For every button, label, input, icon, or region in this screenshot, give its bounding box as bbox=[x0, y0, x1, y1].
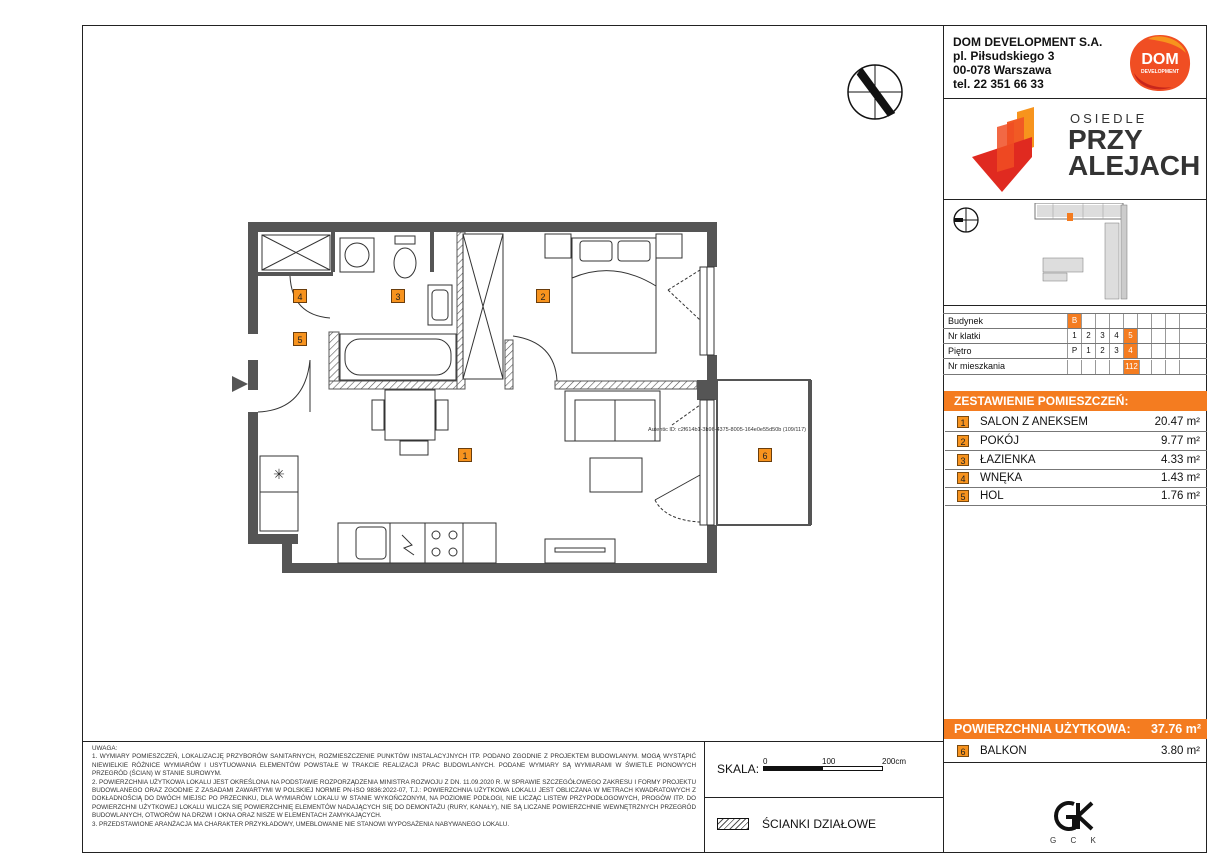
table-cell: 3 bbox=[1095, 329, 1109, 343]
room-number: 4 bbox=[957, 472, 969, 484]
scale-tick-0: 0 bbox=[763, 757, 768, 766]
room-row bbox=[955, 487, 1205, 505]
note-3: 3. PRZEDSTAWIONE ARANŻACJA MA CHARAKTER PRZYKŁADOWY, UMEBLOWANIE NIE STANOWI WYPOSAŻENIA NABYWANEGO LOKALU. bbox=[92, 820, 510, 828]
room-number: 2 bbox=[957, 435, 969, 447]
room-name: POKÓJ bbox=[980, 435, 1019, 447]
note-2: 2. POWIERZCHNIA UŻYTKOWA LOKALU JEST OKREŚLONA NA PODSTAWIE ROZPORZĄDZENIA MINISTRA ROZWOJU Z DN. 11.09.2020 R. W SPRAWIE SZCZEGÓŁOWEGO ZAKRESU I FORMY PROJEKTU BUDOWLANEGO ORAZ ZGODNIE Z ZASADAMI ZAWARTYMI W POLSKIEJ NORMIE PN-ISO 9836:2022-07, T.J.: POWIERZCHNIA UŻYTKOWA LOKALU JEST OBLICZANA W METRACH KWADRATOWYCH Z DOKŁADNOŚCIĄ DO DWÓCH MIEJSC PO PRZECINKU, DLA WYMIARÓW LOKALU W STANIE WYKOŃCZONYM, NA POZIOMIE PODŁOGI, NIE LICZĄC LISTEW PRZYPODŁOGOWYCH, PROGÓW ITP. DO POWIERZCHNI UŻYTKOWEJ LOKALU WLICZA SIĘ POWIERZCHNIĘ ELEMENTÓW NADAJĄCYCH SIĘ DO DEMONTAŻU (RURY, KANAŁY), NIE SĄ LICZANE POWIERZCHNIE WEWNĘTRZNYCH PRZEGRÓD BUDOWLANYCH, OTWORÓW NA DRZWI I OKNA ORAZ NISZE W ELEMENTACH ZAMYKAJĄCYCH. bbox=[92, 778, 696, 820]
room-row bbox=[955, 413, 1205, 431]
project-name-line3: ALEJACH bbox=[1068, 150, 1201, 181]
room-area: 4.33 m² bbox=[1161, 454, 1200, 466]
floor-plan bbox=[230, 215, 820, 580]
room-name: WNĘKA bbox=[980, 472, 1023, 484]
table-cell: 112 bbox=[1123, 360, 1139, 374]
hatch-swatch bbox=[717, 818, 749, 830]
rooms-heading: ZESTAWIENIE POMIESZCZEŃ: bbox=[944, 391, 1207, 411]
room-area: 1.76 m² bbox=[1161, 490, 1200, 502]
compass-icon bbox=[845, 62, 905, 127]
scale-bar bbox=[763, 766, 883, 771]
divider bbox=[943, 199, 1207, 200]
site-compass-icon bbox=[951, 205, 981, 240]
dom-logo-subtext: DEVELOPMENT bbox=[1140, 69, 1180, 75]
divider bbox=[943, 762, 1207, 763]
room-area: 1.43 m² bbox=[1161, 472, 1200, 484]
total-area-value: 37.76 m² bbox=[1150, 722, 1201, 736]
room-number: 6 bbox=[957, 745, 969, 757]
total-area-bar bbox=[944, 719, 1207, 739]
room-number: 3 bbox=[957, 454, 969, 466]
svg-text:✳: ✳ bbox=[273, 467, 285, 483]
dom-logo-text: DOM bbox=[1141, 51, 1179, 68]
table-label-floor: Piętro bbox=[948, 346, 972, 356]
table-cell: 4 bbox=[1123, 344, 1137, 358]
walls-legend-label: ŚCIANKI DZIAŁOWE bbox=[762, 817, 877, 831]
room-tag: 4 bbox=[293, 289, 307, 303]
notes-title: UWAGA: bbox=[92, 745, 118, 752]
scale-tick-200: 200cm bbox=[882, 757, 907, 766]
scale-label: SKALA: bbox=[717, 762, 760, 776]
table-cell: 1 bbox=[1081, 344, 1095, 358]
plan-id: Autentic ID: c2f614b1-3b96-4375-8005-164e0e55d50b (109/117) bbox=[648, 427, 806, 433]
site-plan bbox=[1033, 203, 1158, 300]
room-number: 1 bbox=[957, 416, 969, 428]
room-tag: 6 bbox=[758, 448, 772, 462]
company-address bbox=[953, 35, 1102, 91]
company-phone: tel. 22 351 66 33 bbox=[953, 77, 1044, 91]
room-row bbox=[955, 432, 1205, 450]
note-1: 1. WYMIARY POMIESZCZEŃ, LOKALIZACJĘ PRZYBORÓW SANITARNYCH, ROZMIESZCZENIE PUNKTÓW INSTALACYJNYCH ITP. PODANO ZGODNIE Z PROJEKTEM BUDOWLANYM. MOGĄ WYSTĄPIĆ NIEWIELKIE RÓŻNICE WYMIARÓW I USYTUOWANIA ELEMENTÓW POWSTAŁE W TRAKCIE REALIZACJI PRAC BUDOWLANYCH. PODANE WYMIARY SĄ WYMIARAMI W ŚWIETLE PIONOWYCH PRZEGRÓD (ŚCIAN) W STANIE SUROWYM. bbox=[92, 753, 696, 778]
gck-letters: G C K bbox=[1050, 836, 1102, 845]
room-number: 5 bbox=[957, 490, 969, 502]
company-name: DOM DEVELOPMENT S.A. bbox=[953, 35, 1103, 49]
room-row bbox=[955, 469, 1205, 487]
room-name: HOL bbox=[980, 490, 1004, 502]
table-cell: 5 bbox=[1123, 329, 1137, 343]
room-row bbox=[955, 451, 1205, 469]
divider bbox=[704, 797, 943, 798]
dom-logo bbox=[1128, 33, 1192, 93]
room-area: 9.77 m² bbox=[1161, 435, 1200, 447]
table-cell: 2 bbox=[1081, 329, 1095, 343]
room-name: ŁAZIENKA bbox=[980, 454, 1036, 466]
building-table bbox=[943, 313, 1207, 377]
table-cell: 4 bbox=[1109, 329, 1123, 343]
project-name-line2: PRZY bbox=[1068, 124, 1143, 155]
company-city: 00-078 Warszawa bbox=[953, 63, 1052, 77]
room-tag: 2 bbox=[536, 289, 550, 303]
table-label-apartment: Nr mieszkania bbox=[948, 361, 1006, 371]
room-tag: 1 bbox=[458, 448, 472, 462]
divider bbox=[943, 98, 1207, 99]
table-cell: 3 bbox=[1109, 344, 1123, 358]
scale-tick-100: 100 bbox=[822, 757, 836, 766]
table-cell: 2 bbox=[1095, 344, 1109, 358]
table-cell: B bbox=[1067, 314, 1081, 328]
company-street: pl. Piłsudskiego 3 bbox=[953, 49, 1055, 63]
room-name: BALKON bbox=[980, 745, 1027, 757]
project-name-line1: OSIEDLE bbox=[1070, 111, 1148, 126]
balcony-row bbox=[955, 742, 1205, 760]
divider bbox=[82, 741, 943, 742]
gck-logo bbox=[1052, 800, 1102, 832]
table-cell: P bbox=[1067, 344, 1081, 358]
table-cell: 1 bbox=[1067, 329, 1081, 343]
room-area: 20.47 m² bbox=[1154, 416, 1200, 428]
table-label-stair: Nr klatki bbox=[948, 331, 981, 341]
room-tag: 5 bbox=[293, 332, 307, 346]
notes bbox=[92, 745, 696, 829]
total-area-label: POWIERZCHNIA UŻYTKOWA: bbox=[954, 722, 1131, 736]
project-logo bbox=[972, 107, 1201, 192]
room-tag: 3 bbox=[391, 289, 405, 303]
table-label-building: Budynek bbox=[948, 316, 984, 326]
divider bbox=[943, 305, 1207, 306]
room-area: 3.80 m² bbox=[1161, 745, 1200, 757]
room-name: SALON Z ANEKSEM bbox=[980, 416, 1089, 428]
